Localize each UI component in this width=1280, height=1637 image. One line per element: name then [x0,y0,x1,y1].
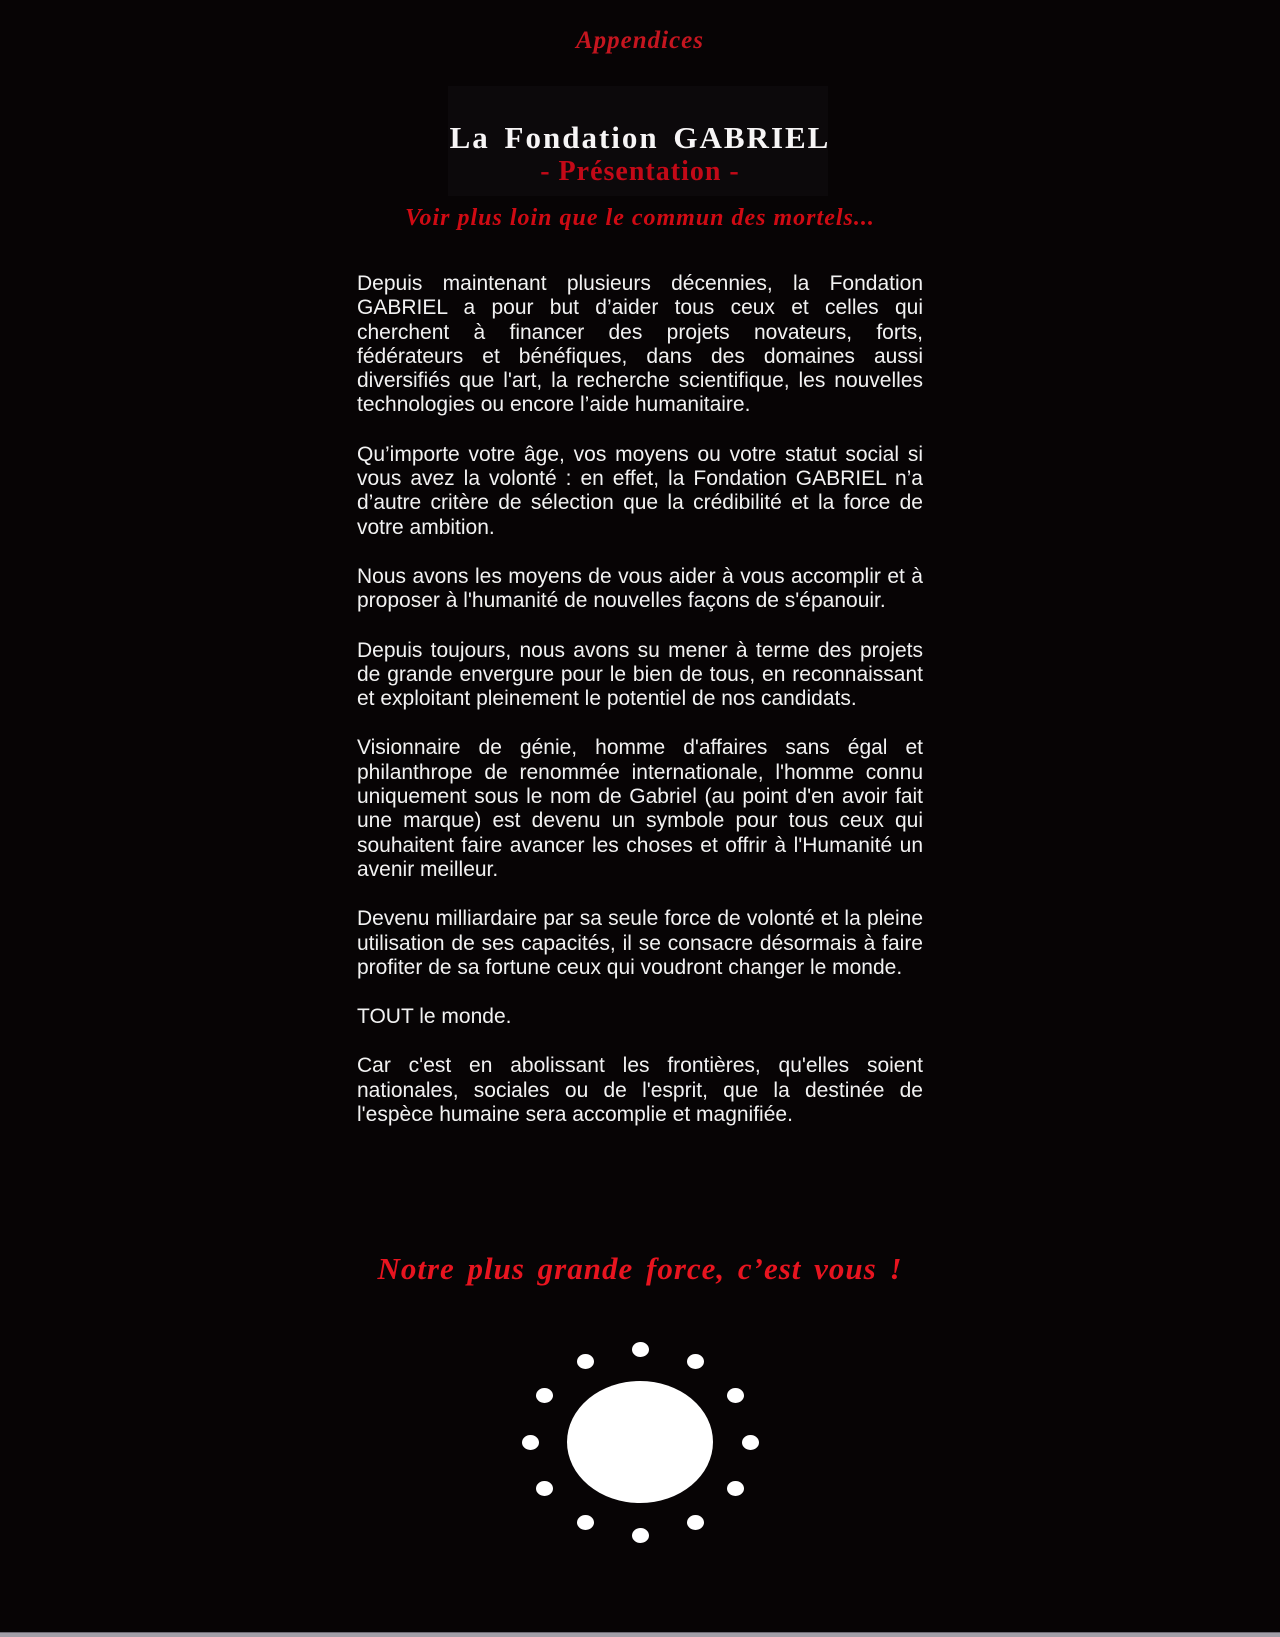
logo-dot [536,1388,553,1403]
paragraph: Devenu milliardaire par sa seule force de volonté et la pleine utilisation de ses capacités, il se consacre désormais à faire profiter de sa fortune ceux qui voudront changer le monde. [357,907,923,979]
logo-dot [632,1528,649,1543]
page-subtitle: - Présentation - [540,156,740,187]
appendices-header: Appendices [575,27,705,54]
logo-dot [632,1342,649,1357]
logo-dot [687,1515,704,1530]
paragraph: Car c'est en abolissant les frontières, qu'elles soient nationales, sociales ou de l'esprit, que la destinée de l'espèce humaine sera accomplie et magnifiée. [357,1054,923,1127]
page-title: La Fondation GABRIEL [449,120,831,155]
sun-logo-center-circle [567,1381,713,1503]
tagline: Voir plus loin que le commun des mortels... [405,205,875,231]
logo-dot [577,1354,594,1369]
logo-dot [522,1435,539,1450]
slogan: Notre plus grande force, c’est vous ! [377,1251,903,1286]
paragraph: Nous avons les moyens de vous aider à vous accomplir et à proposer à l'humanité de nouvelles façons de s'épanouir. [357,564,923,613]
sun-dots-logo [520,1337,760,1547]
paragraph: Depuis maintenant plusieurs décennies, la Fondation GABRIEL a pour but d’aider tous ceux et celles qui cherchent à financer des projets novateurs, forts, fédérateurs et bénéfiques, dans des domaines aussi diversifiés que l'art, la recherche scientifique, les nouvelles technologies ou encore l’aide humanitaire. [357,272,923,417]
paragraph: Depuis toujours, nous avons su mener à terme des projets de grande envergure pour le bien de tous, en reconnaissant et exploitant pleinement le potentiel de nos candidats. [357,638,923,711]
page-bottom-border [0,1632,1280,1637]
paragraph: Qu’importe votre âge, vos moyens ou votre statut social si vous avez la volonté : en effet, la Fondation GABRIEL n’a d’autre critère de sélection que la crédibilité et la force de votre ambition. [357,442,923,539]
paragraph: Visionnaire de génie, homme d'affaires sans égal et philanthrope de renommée internationale, l'homme connu uniquement sous le nom de Gabriel (au point d'en avoir fait une marque) est devenu un symbole pour tous ceux qui souhaitent faire avancer les choses et offrir à l'Humanité un avenir meilleur. [357,736,923,881]
logo-dot [727,1481,744,1496]
logo-dot [536,1481,553,1496]
logo-dot [727,1388,744,1403]
logo-dot [577,1515,594,1530]
logo-dot [687,1354,704,1369]
logo-dot [742,1435,759,1450]
paragraph: TOUT le monde. [357,1005,512,1029]
body-text [357,272,923,1152]
